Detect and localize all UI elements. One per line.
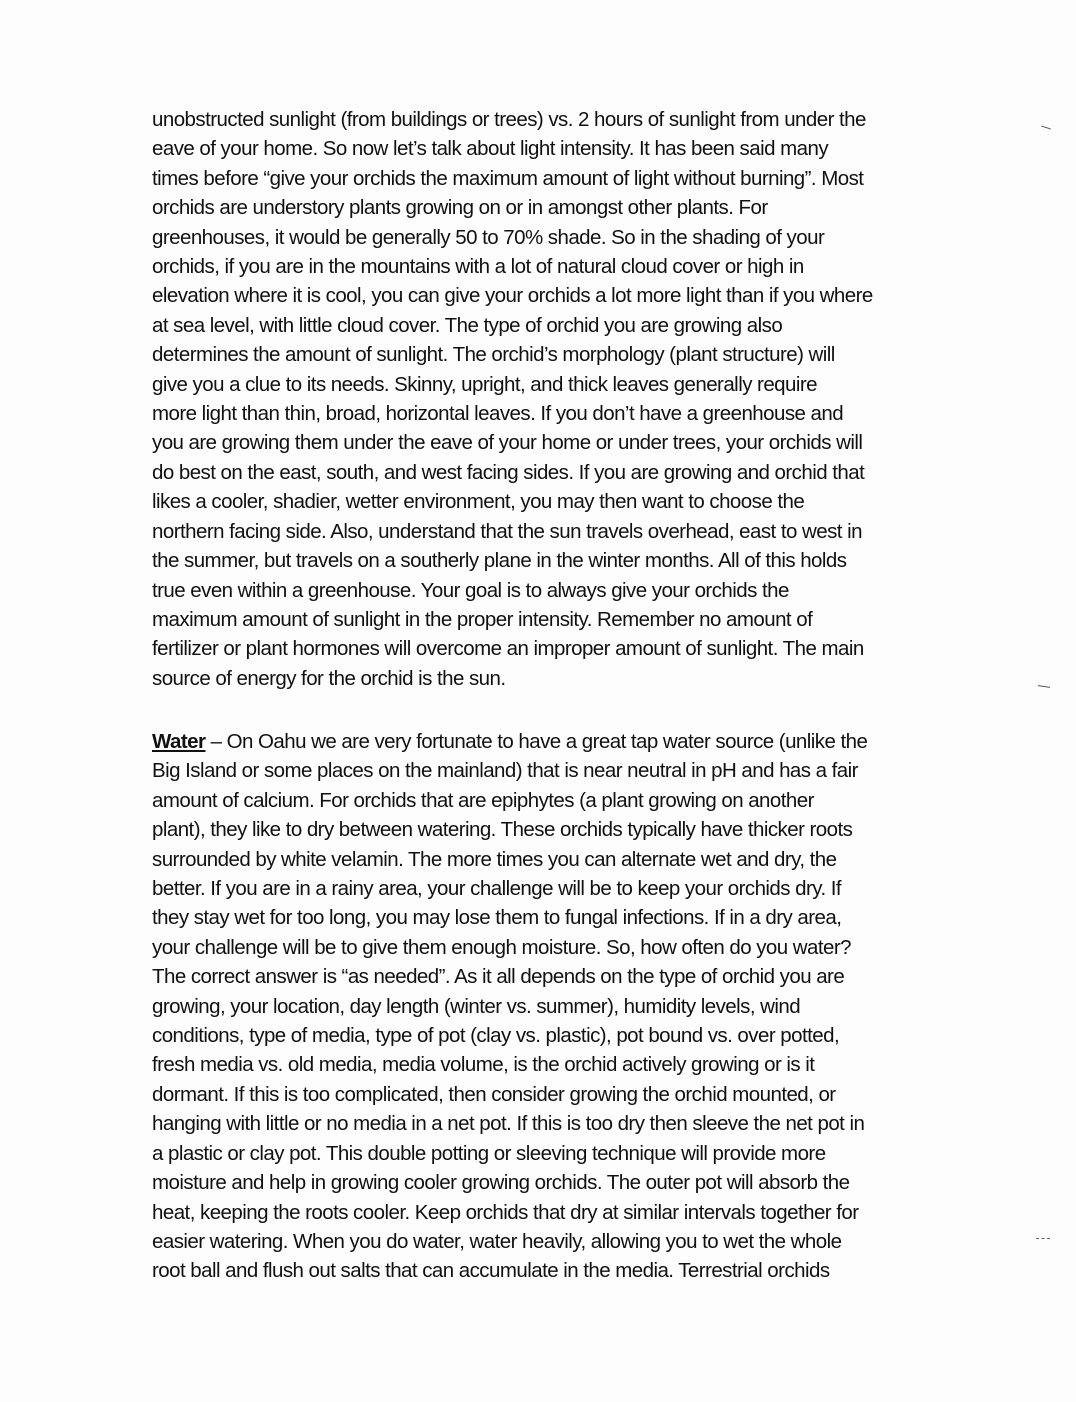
text-line: dormant. If this is too complicated, then consider growing the orchid mounted, or (152, 1082, 836, 1106)
text-line: maximum amount of sunlight in the proper intensity. Remember no amount of (152, 607, 813, 631)
text-line: amount of calcium. For orchids that are epiphytes (a plant growing on another (152, 788, 814, 812)
text-line: hanging with little or no media in a net pot. If this is too dry then sleeve the net pot in (152, 1112, 865, 1136)
text-line: eave of your home. So now let’s talk about light intensity. It has been said many (152, 137, 829, 161)
margin-mark (1036, 1238, 1050, 1240)
text-line: fresh media vs. old media, media volume, is the orchid actively growing or is it (152, 1053, 815, 1077)
text-line: you are growing them under the eave of your home or under trees, your orchids will (152, 431, 863, 455)
text-line: times before “give your orchids the maximum amount of light without burning”. Most (152, 166, 864, 190)
text-line: do best on the east, south, and west facing sides. If you are growing and orchid that (152, 460, 865, 484)
margin-mark (1038, 685, 1050, 688)
text-line: Big Island or some places on the mainland) that is near neutral in pH and has a fair (152, 759, 858, 783)
text-line: more light than thin, broad, horizontal leaves. If you don’t have a greenhouse and (152, 402, 844, 426)
text-line: easier watering. When you do water, water heavily, allowing you to wet the whole (152, 1229, 842, 1253)
text-line: they stay wet for too long, you may lose them to fungal infections. If in a dry area, (152, 906, 842, 930)
text-line: elevation where it is cool, you can give your orchids a lot more light than if you where (152, 284, 873, 308)
text-line: northern facing side. Also, understand that the sun travels overhead, east to west in (152, 519, 862, 543)
text-line: orchids are understory plants growing on or in amongst other plants. For (152, 196, 768, 220)
text-line: conditions, type of media, type of pot (clay vs. plastic), pot bound vs. over potted, (152, 1024, 840, 1048)
text-line: surrounded by white velamin. The more times you can alternate wet and dry, the (152, 847, 837, 871)
text-line: greenhouses, it would be generally 50 to 70% shade. So in the shading of your (152, 225, 825, 249)
paragraph-water (152, 727, 952, 1286)
text-line: orchids, if you are in the mountains with a lot of natural cloud cover or high in (152, 255, 804, 279)
text-line: plant), they like to dry between watering. These orchids typically have thicker roots (152, 818, 853, 842)
text-line: give you a clue to its needs. Skinny, upright, and thick leaves generally require (152, 372, 818, 396)
water-heading: Water (152, 730, 206, 753)
text-line: root ball and flush out salts that can accumulate in the media. Terrestrial orchids (152, 1259, 830, 1283)
text-line: source of energy for the orchid is the sun. (152, 666, 506, 690)
text-line: moisture and help in growing cooler growing orchids. The outer pot will absorb the (152, 1171, 850, 1195)
text-line: growing, your location, day length (winter vs. summer), humidity levels, wind (152, 994, 801, 1018)
text-line: your challenge will be to give them enough moisture. So, how often do you water? (152, 935, 851, 959)
water-first-line (152, 727, 952, 756)
text-line: unobstructed sunlight (from buildings or trees) vs. 2 hours of sunlight from under the (152, 108, 866, 131)
text-line: fertilizer or plant hormones will overcome an improper amount of sunlight. The main (152, 637, 864, 661)
water-first-line-text: – On Oahu we are very fortunate to have a great tap water source (unlike the (205, 730, 868, 753)
text-line: determines the amount of sunlight. The orchid’s morphology (plant structure) will (152, 343, 835, 367)
text-line: the summer, but travels on a southerly plane in the winter months. All of this holds (152, 549, 847, 573)
text-line: likes a cooler, shadier, wetter environment, you may then want to choose the (152, 490, 805, 514)
margin-mark (1041, 125, 1051, 129)
text-line: better. If you are in a rainy area, your challenge will be to keep your orchids dry. If (152, 877, 842, 901)
text-line: a plastic or clay pot. This double potting or sleeving technique will provide more (152, 1141, 826, 1165)
text-line: true even within a greenhouse. Your goal is to always give your orchids the (152, 578, 789, 602)
text-line: The correct answer is “as needed”. As it all depends on the type of orchid you are (152, 965, 845, 989)
paragraph-light (152, 105, 952, 693)
text-line: heat, keeping the roots cooler. Keep orchids that dry at similar intervals together for (152, 1200, 859, 1224)
text-line: at sea level, with little cloud cover. The type of orchid you are growing also (152, 313, 783, 337)
